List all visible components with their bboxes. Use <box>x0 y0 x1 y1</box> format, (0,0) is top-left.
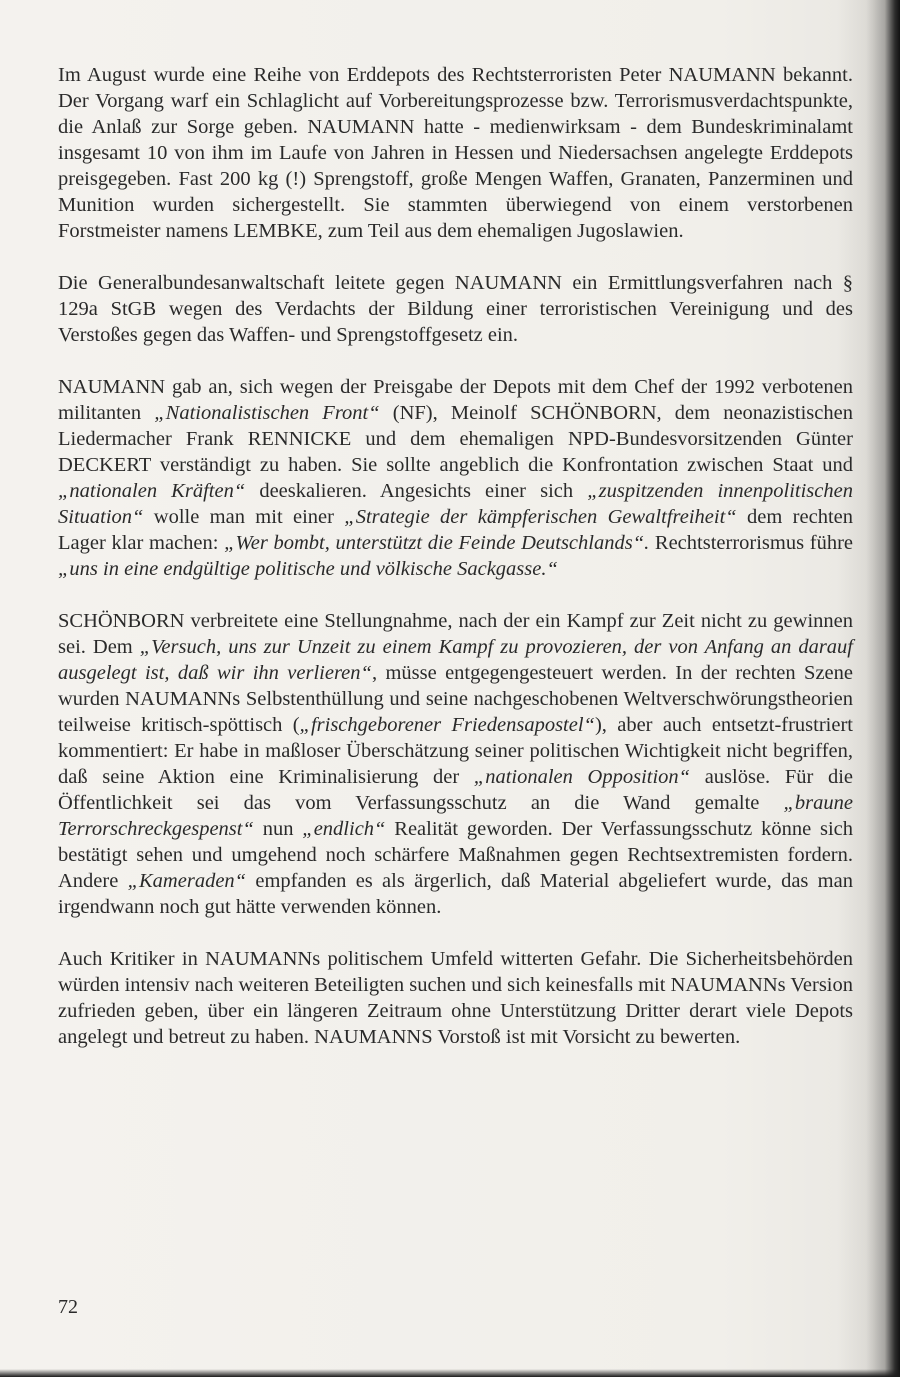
paragraph <box>58 374 853 582</box>
paragraph <box>58 62 853 244</box>
text-run: empfanden es als ärgerlich, daß Material abgeliefert wurde, das man irgendwann noch gut hätte verwenden können. <box>58 870 853 918</box>
text-run: Rechtsterrorismus führe <box>649 532 854 554</box>
paragraph <box>58 270 853 348</box>
quoted-phrase: „zuspitzenden innenpolitischen Situation“ <box>58 480 853 528</box>
quoted-phrase: „uns in eine endgültige politische und völkische Sackgasse.“ <box>58 558 558 580</box>
text-run: deeskalieren. Angesichts einer sich <box>245 480 588 502</box>
quoted-phrase: „endlich“ <box>302 818 386 840</box>
text-run: auslöse. Für die Öffentlichkeit sei das vom Verfassungsschutz an die Wand gemalte <box>58 766 853 814</box>
quoted-phrase: „frischgeborener Friedensapostel“ <box>299 714 595 736</box>
quoted-phrase: „Wer bombt, unterstützt die Feinde Deutschlands“. <box>224 532 650 554</box>
text-run: nun <box>253 818 303 840</box>
quoted-phrase: „nationalen Opposition“ <box>473 766 691 788</box>
quoted-phrase: „Nationalistischen Front“ <box>154 402 380 424</box>
body-text <box>58 62 853 1076</box>
text-run: NAUMANN gab an, sich wegen der Preisgabe der Depots mit dem Chef der 1992 verbotenen militanten <box>58 376 853 424</box>
text-run: , müsse entgegengesteuert werden. In der rechten Szene wurden NAUMANNs Selbstenthüllung und seine nachgeschobenen Weltverschwörungstheorien teilweise kritisch-spöttisch ( <box>58 662 853 736</box>
text-run: ), aber auch entsetzt-frustriert kommentiert: Er habe in maßloser Überschätzung seiner politischen Wichtigkeit nicht begriffen, daß seine Aktion eine Kriminalisierung der <box>58 714 853 788</box>
text-run: wolle man mit einer <box>143 506 345 528</box>
quoted-phrase: „braune Terrorschreckgespenst“ <box>58 792 853 840</box>
quoted-phrase: „nationalen Kräften“ <box>58 480 246 502</box>
paragraph <box>58 946 853 1050</box>
page-number: 72 <box>58 1296 78 1318</box>
text-run: (NF), Meinolf SCHÖNBORN, dem neonazistischen Liedermacher Frank RENNICKE und dem ehemaligen NPD-Bundesvorsitzenden Günter DECKERT verständigt zu haben. Sie sollte angeblich die Konfrontation zwischen Staat und <box>58 402 853 476</box>
book-gutter-shadow <box>866 0 900 1377</box>
text-run: Im August wurde eine Reihe von Erddepots des Rechtsterroristen Peter NAUMANN bekannt. Der Vorgang warf ein Schlaglicht auf Vorbereitungsprozesse bzw. Terrorismusverdachtspunkte, die Anlaß zur Sorge geben. NAUMANN hatte - medienwirksam - dem Bundeskriminalamt insgesamt 10 von ihm im Laufe von Jahren in Hessen und Niedersachsen angelegte Erddepots preisgegeben. Fast 200 kg (!) Sprengstoff, große Mengen Waffen, Granaten, Panzerminen und Munition wurden sichergestellt. Sie stammten überwiegend von einem verstorbenen Forstmeister namens LEMBKE, zum Teil aus dem ehemaligen Jugoslawien. <box>58 64 853 242</box>
text-run: Realität geworden. Der Verfassungsschutz könne sich bestätigt sehen und umgehend noch schärfere Maßnahmen gegen Rechtsextremisten fordern. Andere <box>58 818 854 892</box>
text-run: Auch Kritiker in NAUMANNs politischem Umfeld witterten Gefahr. Die Sicherheitsbehörden würden intensiv nach weiteren Beteiligten suchen und sich keinesfalls mit NAUMANNs Version zufrieden geben, über ein längeren Zeitraum ohne Unterstützung Dritter derart viele Depots angelegt und betreut zu haben. NAUMANNS Vorstoß ist mit Vorsicht zu bewerten. <box>58 948 853 1048</box>
text-run: dem rechten Lager klar machen: <box>58 506 853 554</box>
page-bottom-edge <box>0 1369 900 1377</box>
quoted-phrase: „Versuch, uns zur Unzeit zu einem Kampf zu provozieren, der von Anfang an darauf ausgelegt ist, daß wir ihn verlieren“ <box>58 636 854 684</box>
quoted-phrase: „Kameraden“ <box>127 870 247 892</box>
text-run: SCHÖNBORN verbreitete eine Stellungnahme, nach der ein Kampf zur Zeit nicht zu gewinnen sei. Dem <box>58 610 853 658</box>
paragraph <box>58 608 853 920</box>
text-run: Die Generalbundesanwaltschaft leitete gegen NAUMANN ein Ermittlungsverfahren nach § 129a StGB wegen des Verdachts der Bildung einer terroristischen Vereinigung und des Verstoßes gegen das Waffen- und Sprengstoffgesetz ein. <box>58 272 853 346</box>
quoted-phrase: „Strategie der kämpferischen Gewaltfreiheit“ <box>344 506 737 528</box>
